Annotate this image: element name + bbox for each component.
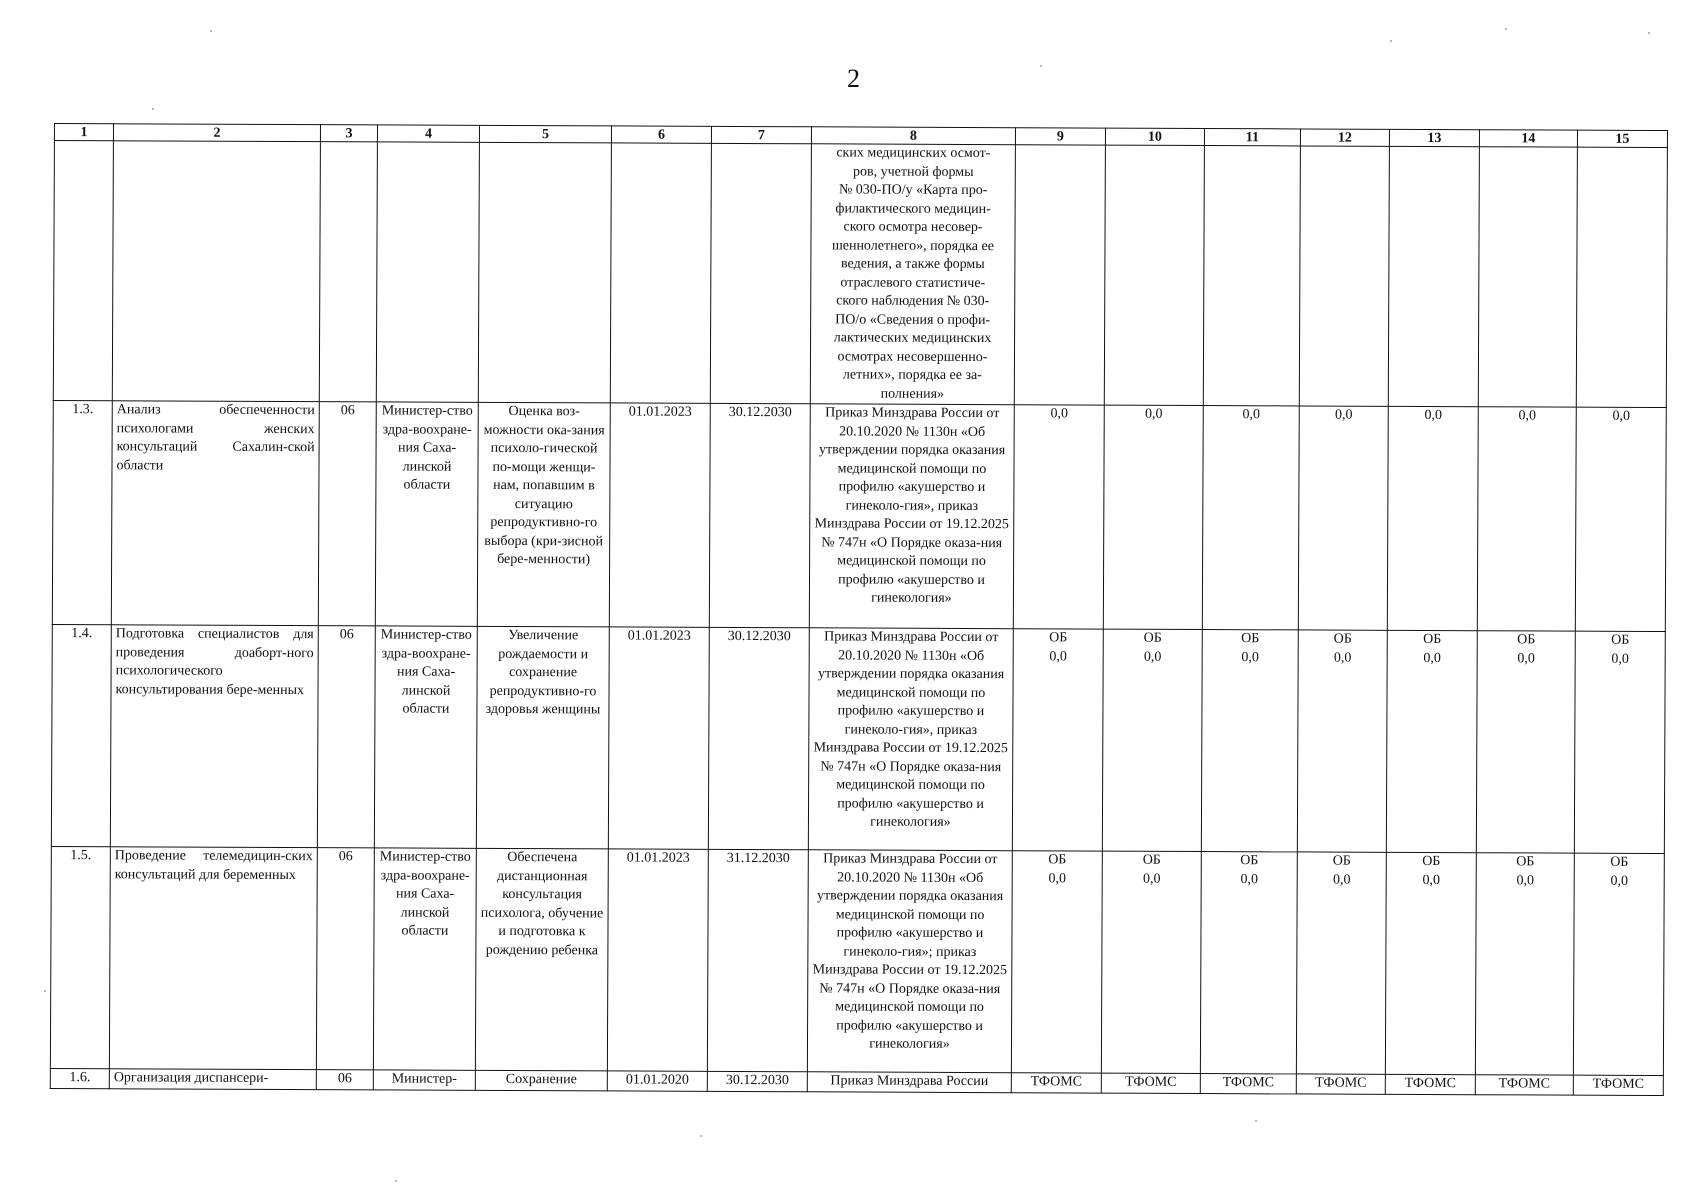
expected-result: Оценка воз-можности ока-зания психоло-гической по-мощи женщи-нам, попавшим в ситуацию репродуктивно-го выбора (кри-зисной бере-менности) <box>477 402 610 627</box>
continuation-basis-text: ских медицинских осмот- ров, учетной формы № 030-ПО/у «Карта про- филактического медицин- ского осмотра несовер- шеннолетнего», порядка ее ведения, а также формы отраслевого статистиче- ского наблюдения № 030- ПО/о «Сведения о профи- лактических медицинских осмотрах несовершенно- летних», порядка ее за- полнения» <box>810 144 1015 405</box>
funding-value: 0,0 <box>1517 650 1535 666</box>
scan-speck <box>152 108 154 110</box>
funding-value: 0,0 <box>1575 407 1666 631</box>
funding-value: 0,0 <box>1142 871 1161 887</box>
funding-value: ТФОМС <box>1296 1074 1385 1094</box>
funding-cell <box>1573 853 1664 1075</box>
measure-name: Организация диспансери- <box>109 1069 316 1089</box>
start-date: 01.01.2023 <box>607 849 708 1071</box>
column-header: 10 <box>1105 128 1204 145</box>
row-number: 1.4. <box>51 624 111 846</box>
funding-cell <box>1386 630 1477 852</box>
funding-source: ОБ <box>1422 853 1441 870</box>
funding-cell <box>1296 852 1386 1074</box>
funding-value: ТФОМС <box>1573 1075 1663 1095</box>
measure-name: Анализ обеспеченности психологами женских консультаций Сахалин-ской области <box>111 401 319 626</box>
funding-cell <box>1476 631 1575 853</box>
funding-cell <box>1385 852 1476 1074</box>
funding-value: 0,0 <box>1103 405 1203 629</box>
code: 06 <box>317 626 375 848</box>
column-header: 12 <box>1300 129 1389 146</box>
funding-cell <box>1574 631 1665 853</box>
scan-speck <box>1505 28 1507 30</box>
funding-value: 0,0 <box>1049 648 1067 664</box>
funding-value: 0,0 <box>1610 873 1628 889</box>
row-number: 1.5. <box>50 846 110 1068</box>
code: 06 <box>316 1070 373 1090</box>
code: 06 <box>316 848 374 1070</box>
funding-cell <box>1200 852 1297 1074</box>
funding-cell <box>1101 851 1201 1073</box>
column-header: 7 <box>711 126 811 143</box>
executor: Министер-ство здра-воохране-ния Саха-линской области <box>373 848 476 1070</box>
column-header: 9 <box>1015 128 1105 145</box>
funding-value: 0,0 <box>1202 406 1299 630</box>
table-row <box>51 624 1665 853</box>
start-date: 01.01.2023 <box>609 403 710 627</box>
column-header: 4 <box>377 125 479 142</box>
funding-source: ОБ <box>1423 631 1442 648</box>
funding-source: ОБ <box>1241 631 1260 647</box>
scan-speck <box>1648 32 1650 34</box>
legal-basis: Приказ Минздрава России от 20.10.2020 № 1130н «Об утверждении порядка оказания медицинской помощи по профилю «акушерство и гинеколо-гия»; приказ Минздрава России от 19.12.2025 № 747н «О Порядке оказа-ния медицинской помощи по профилю «акушерство и гинекология» <box>807 850 1012 1073</box>
column-header: 15 <box>1577 130 1667 147</box>
funding-source: ОБ <box>1332 853 1351 869</box>
funding-value: 0,0 <box>1422 872 1440 888</box>
end-date: 30.12.2030 <box>707 1071 807 1091</box>
funding-value: ТФОМС <box>1385 1074 1475 1094</box>
end-date: 30.12.2030 <box>708 627 809 849</box>
end-date: 31.12.2030 <box>707 849 808 1071</box>
column-header: 1 <box>54 124 113 141</box>
executor: Министер-ство здра-воохране-ния Саха-линской области <box>374 626 477 848</box>
funding-value: ТФОМС <box>1101 1073 1200 1093</box>
column-header: 3 <box>320 125 377 142</box>
executor: Министер- <box>373 1070 475 1090</box>
scan-speck <box>700 1135 702 1137</box>
legal-basis: Приказ Минздрава России от 20.10.2020 № 1130н «Об утверждении порядка оказания медицинской помощи по профилю «акушерство и гинеколо-гия», приказ Минздрава России от 19.12.2025 № 747н «О Порядке оказа-ния медицинской помощи по профилю «акушерство и гинекология» <box>809 404 1014 629</box>
funding-source: ОБ <box>1142 852 1161 868</box>
funding-value: 0,0 <box>1611 651 1629 667</box>
funding-cell <box>1011 851 1102 1073</box>
expected-result: Обеспечена дистанционная консультация психолога, обучение и подготовка к рождению ребенка <box>475 848 608 1071</box>
funding-value: 0,0 <box>1048 870 1066 886</box>
scan-speck <box>210 30 212 32</box>
end-date: 30.12.2030 <box>709 403 810 627</box>
funding-value: 0,0 <box>1477 407 1576 631</box>
funding-cell <box>1012 629 1103 851</box>
measure-name: Проведение телемедицин-ских консультаций для беременных <box>109 847 317 1070</box>
legal-basis: Приказ Минздрава России от 20.10.2020 № 1130н «Об утверждении порядка оказания медицинской помощи по профилю «акушерство и гинеколо-гия», приказ Минздрава России от 19.12.2025 № 747н «О Порядке оказа-ния медицинской помощи по профилю «акушерство и гинекология» <box>808 628 1013 851</box>
scan-speck <box>395 1180 397 1182</box>
continuation-row <box>53 141 1667 408</box>
page-number: 2 <box>847 64 860 93</box>
funding-source: ОБ <box>1517 632 1536 648</box>
funding-value: ТФОМС <box>1200 1074 1296 1094</box>
funding-source: ОБ <box>1516 854 1535 870</box>
funding-value: ТФОМС <box>1475 1075 1573 1095</box>
expected-result: Сохранение <box>475 1070 607 1090</box>
funding-value: 0,0 <box>1143 649 1162 665</box>
column-header: 13 <box>1389 129 1479 146</box>
column-header: 11 <box>1204 129 1300 146</box>
column-header: 6 <box>611 126 711 143</box>
funding-source: ОБ <box>1611 632 1630 648</box>
funding-cell <box>1297 630 1387 852</box>
funding-source: ОБ <box>1049 630 1068 646</box>
funding-value: 0,0 <box>1241 649 1259 665</box>
action-plan-table <box>50 123 1668 1096</box>
code: 06 <box>318 402 376 626</box>
row-number: 1.6. <box>50 1068 109 1088</box>
scan-speck <box>44 990 46 992</box>
scan-speck <box>1390 40 1392 42</box>
funding-cell <box>1475 853 1574 1075</box>
funding-source: ОБ <box>1048 852 1067 868</box>
funding-source: ОБ <box>1143 630 1162 646</box>
measure-name: Подготовка специалистов для проведения доаборт-ного психологического консультирования бере-менных <box>110 625 318 848</box>
legal-basis: Приказ Минздрава России <box>807 1072 1011 1092</box>
column-header: 5 <box>479 125 611 143</box>
table-row <box>50 846 1664 1075</box>
column-header: 14 <box>1479 130 1577 147</box>
funding-source: ОБ <box>1333 631 1352 647</box>
column-header: 2 <box>113 124 320 142</box>
start-date: 01.01.2023 <box>608 627 709 849</box>
column-header: 8 <box>811 127 1015 145</box>
funding-source: ОБ <box>1610 854 1629 870</box>
expected-result: Увеличение рождаемости и сохранение репродуктивно-го здоровья женщины <box>476 626 609 849</box>
row-number: 1.3. <box>52 400 112 624</box>
funding-value: 0,0 <box>1423 650 1441 666</box>
funding-value: 0,0 <box>1516 872 1534 888</box>
funding-value: 0,0 <box>1333 650 1352 666</box>
start-date: 01.01.2020 <box>607 1071 707 1091</box>
funding-value: 0,0 <box>1387 406 1478 630</box>
funding-source: ОБ <box>1240 853 1259 869</box>
funding-value: 0,0 <box>1013 405 1104 629</box>
scan-speck <box>1255 1120 1257 1122</box>
table-row <box>52 400 1666 631</box>
executor: Министер-ство здра-воохране-ния Саха-линской области <box>375 402 478 626</box>
funding-value: 0,0 <box>1332 872 1351 888</box>
funding-value: 0,0 <box>1298 406 1388 630</box>
funding-cell <box>1102 629 1202 851</box>
funding-value: ТФОМС <box>1011 1073 1101 1093</box>
funding-value: 0,0 <box>1240 871 1258 887</box>
funding-cell <box>1201 630 1298 852</box>
